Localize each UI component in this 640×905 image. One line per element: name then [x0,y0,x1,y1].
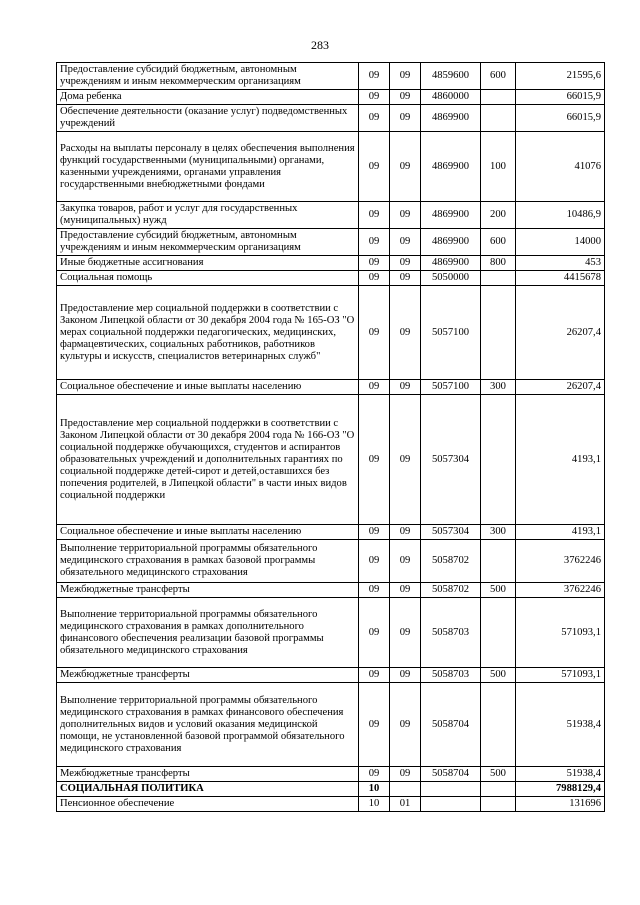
row-target-article: 4869900 [421,105,481,132]
row-expense-type: 200 [481,202,516,229]
row-subsection-code: 09 [390,271,421,286]
row-subsection-code: 09 [390,63,421,90]
row-amount: 51938,4 [516,767,605,782]
row-target-article: 4859600 [421,63,481,90]
row-name: Иные бюджетные ассигнования [57,256,359,271]
table-row [57,286,605,380]
row-target-article: 5050000 [421,271,481,286]
row-name: Дома ребенка [57,90,359,105]
row-section-code: 09 [359,395,390,525]
row-expense-type [481,105,516,132]
row-section-code: 09 [359,63,390,90]
row-section-code: 09 [359,683,390,767]
row-subsection-code: 01 [390,797,421,812]
row-subsection-code: 09 [390,380,421,395]
row-expense-type: 600 [481,63,516,90]
table-row [57,767,605,782]
row-subsection-code: 09 [390,583,421,598]
row-target-article: 5057304 [421,395,481,525]
row-expense-type [481,683,516,767]
row-subsection-code: 09 [390,105,421,132]
row-section-code: 09 [359,583,390,598]
row-expense-type: 800 [481,256,516,271]
row-amount: 14000 [516,229,605,256]
row-section-code: 09 [359,105,390,132]
row-name: Предоставление субсидий бюджетным, автономным учреждениям и иным некоммерческим организациям [57,63,359,90]
row-expense-type [481,782,516,797]
row-name: Обеспечение деятельности (оказание услуг) подведомственных учреждений [57,105,359,132]
row-name: Закупка товаров, работ и услуг для государственных (муниципальных) нужд [57,202,359,229]
row-target-article: 5057100 [421,286,481,380]
row-subsection-code [390,782,421,797]
row-expense-type [481,286,516,380]
row-subsection-code: 09 [390,286,421,380]
row-subsection-code: 09 [390,540,421,583]
row-section-code: 09 [359,271,390,286]
row-target-article: 4869900 [421,256,481,271]
row-subsection-code: 09 [390,229,421,256]
row-name: СОЦИАЛЬНАЯ ПОЛИТИКА [57,782,359,797]
row-expense-type: 300 [481,380,516,395]
row-name: Пенсионное обеспечение [57,797,359,812]
row-amount: 51938,4 [516,683,605,767]
row-amount: 4193,1 [516,395,605,525]
row-name: Расходы на выплаты персоналу в целях обеспечения выполнения функций государственными (муниципальными) органами, казенными учреждениями, органами управления государственными внебюджетными фондами [57,132,359,202]
table-row [57,229,605,256]
row-subsection-code: 09 [390,668,421,683]
row-amount: 453 [516,256,605,271]
row-amount: 66015,9 [516,105,605,132]
row-amount: 7988129,4 [516,782,605,797]
row-target-article [421,782,481,797]
row-name: Межбюджетные трансферты [57,767,359,782]
row-name: Межбюджетные трансферты [57,668,359,683]
table-row [57,90,605,105]
row-amount: 3762246 [516,583,605,598]
row-subsection-code: 09 [390,598,421,668]
row-subsection-code: 09 [390,525,421,540]
row-expense-type [481,598,516,668]
table-row [57,380,605,395]
table-row [57,797,605,812]
table-row [57,598,605,668]
row-target-article: 5057304 [421,525,481,540]
row-expense-type: 100 [481,132,516,202]
table-row [57,525,605,540]
row-expense-type [481,540,516,583]
row-target-article: 4869900 [421,229,481,256]
row-subsection-code: 09 [390,683,421,767]
row-subsection-code: 09 [390,132,421,202]
row-subsection-code: 09 [390,202,421,229]
row-expense-type [481,271,516,286]
row-name: Выполнение территориальной программы обязательного медицинского страхования в рамках финансового обеспечения дополнительных видов и условий оказания медицинской помощи, не установленной базовой программой обязательного медицинского страхования [57,683,359,767]
row-name: Социальное обеспечение и иные выплаты населению [57,380,359,395]
row-target-article [421,797,481,812]
row-target-article: 4860000 [421,90,481,105]
row-amount: 26207,4 [516,286,605,380]
table-row [57,256,605,271]
row-section-code: 09 [359,598,390,668]
table-row [57,202,605,229]
table-row [57,63,605,90]
page-number: 283 [311,38,329,52]
row-name: Выполнение территориальной программы обязательного медицинского страхования в рамках дополнительного финансового обеспечения реализации базовой программы обязательного медицинского страхования [57,598,359,668]
row-expense-type [481,395,516,525]
row-expense-type: 500 [481,767,516,782]
table-row [57,132,605,202]
row-subsection-code: 09 [390,767,421,782]
row-amount: 4415678 [516,271,605,286]
table-row [57,583,605,598]
row-section-code: 09 [359,286,390,380]
row-amount: 10486,9 [516,202,605,229]
row-section-code: 09 [359,668,390,683]
budget-table-body [57,63,605,812]
row-amount: 41076 [516,132,605,202]
row-expense-type: 300 [481,525,516,540]
row-target-article: 5058703 [421,668,481,683]
row-section-code: 09 [359,202,390,229]
row-target-article: 5058702 [421,583,481,598]
row-amount: 4193,1 [516,525,605,540]
row-name: Социальное обеспечение и иные выплаты населению [57,525,359,540]
row-section-code: 09 [359,525,390,540]
row-section-code: 09 [359,132,390,202]
row-amount: 571093,1 [516,598,605,668]
row-target-article: 4869900 [421,132,481,202]
row-target-article: 4869900 [421,202,481,229]
row-amount: 21595,6 [516,63,605,90]
row-target-article: 5058702 [421,540,481,583]
row-subsection-code: 09 [390,256,421,271]
row-section-code: 09 [359,256,390,271]
row-section-code: 10 [359,782,390,797]
row-expense-type [481,797,516,812]
row-amount: 571093,1 [516,668,605,683]
table-row [57,683,605,767]
table-row [57,668,605,683]
row-section-code: 09 [359,767,390,782]
row-subsection-code: 09 [390,395,421,525]
row-amount: 131696 [516,797,605,812]
table-row [57,782,605,797]
row-name: Предоставление субсидий бюджетным, автономным учреждениям и иным некоммерческим организациям [57,229,359,256]
table-row [57,271,605,286]
row-expense-type: 600 [481,229,516,256]
row-name: Предоставление мер социальной поддержки в соответствии с Законом Липецкой области от 30 декабря 2004 года № 166-ОЗ "О социальной поддержке обучающихся, студентов и аспирантов образовательных учреждений и дополнительных гарантиях по социальной поддержке детей-сирот и детей,оставшихся без попечения родителей, в Липецкой области" в части иных видов социальной поддержки [57,395,359,525]
row-section-code: 09 [359,540,390,583]
row-amount: 3762246 [516,540,605,583]
row-expense-type: 500 [481,583,516,598]
row-section-code: 10 [359,797,390,812]
row-name: Выполнение территориальной программы обязательного медицинского страхования в рамках базовой программы обязательного медицинского страхования [57,540,359,583]
row-target-article: 5058703 [421,598,481,668]
row-subsection-code: 09 [390,90,421,105]
row-amount: 26207,4 [516,380,605,395]
row-target-article: 5058704 [421,683,481,767]
row-amount: 66015,9 [516,90,605,105]
budget-table [56,62,605,812]
row-expense-type [481,90,516,105]
row-target-article: 5058704 [421,767,481,782]
row-section-code: 09 [359,380,390,395]
row-target-article: 5057100 [421,380,481,395]
row-name: Социальная помощь [57,271,359,286]
row-name: Межбюджетные трансферты [57,583,359,598]
table-row [57,105,605,132]
row-name: Предоставление мер социальной поддержки в соответствии с Законом Липецкой области от 30 декабря 2004 года № 165-ОЗ "О мерах социальной поддержки педагогических, медицинских, фармацевтических, социальных работников, работников культуры и искусств, специалистов ветеринарных служб" [57,286,359,380]
row-section-code: 09 [359,90,390,105]
table-row [57,395,605,525]
row-expense-type: 500 [481,668,516,683]
table-row [57,540,605,583]
row-section-code: 09 [359,229,390,256]
